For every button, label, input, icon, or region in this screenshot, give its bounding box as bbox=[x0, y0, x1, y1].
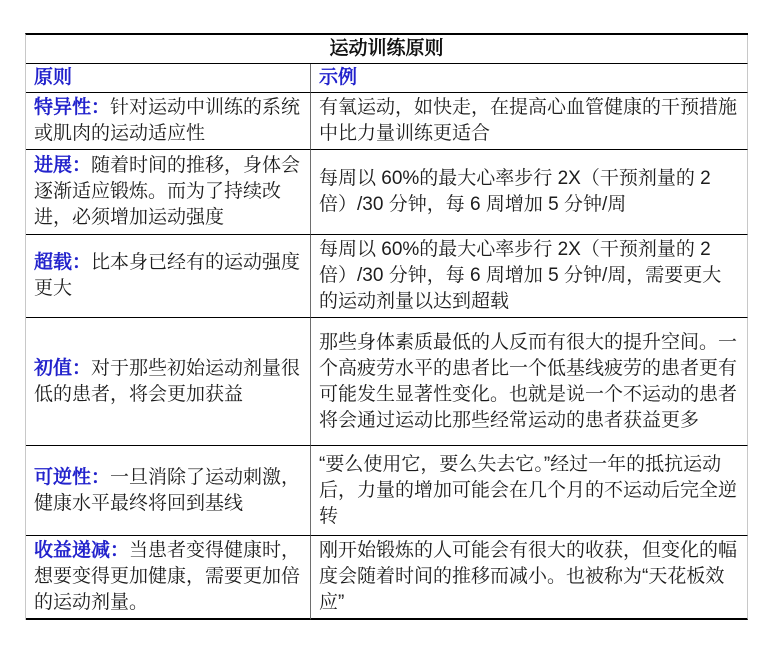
table-row bbox=[26, 318, 748, 446]
example-cell bbox=[311, 93, 748, 150]
principle-description: 当患者变得健康时，想要变得更加健康，需要更加倍的运动剂量。 bbox=[34, 540, 301, 613]
principle-cell bbox=[26, 446, 311, 536]
principle-description: 一旦消除了运动刺激，健康水平最终将回到基线 bbox=[34, 466, 301, 514]
principle-cell bbox=[26, 150, 311, 235]
example-cell bbox=[311, 235, 748, 318]
table-row bbox=[26, 150, 748, 235]
principle-term: 特异性： bbox=[34, 97, 111, 118]
principle-term: 可逆性： bbox=[34, 466, 111, 488]
principle-term: 初值： bbox=[34, 357, 92, 379]
principle-cell bbox=[26, 93, 311, 150]
table-row bbox=[26, 93, 748, 150]
example-text: 刚开始锻炼的人可能会有很大的收获，但变化的幅度会随着时间的推移而减小。也被称为“天花板效应” bbox=[319, 540, 738, 613]
principle-description: 针对运动中训练的系统或肌肉的运动适应性 bbox=[34, 97, 301, 144]
principle-description: 比本身已经有的运动强度更大 bbox=[34, 252, 301, 299]
table-row bbox=[26, 235, 748, 318]
example-text: 每周以 60%的最大心率步行 2X（干预剂量的 2 倍）/30 分钟，每 6 周增加 5 分钟/周，需要更大的运动剂量以达到超载 bbox=[319, 239, 722, 312]
principle-cell bbox=[26, 536, 311, 620]
example-cell bbox=[311, 536, 748, 620]
example-cell bbox=[311, 446, 748, 536]
principle-cell bbox=[26, 318, 311, 446]
exercise-training-principles-table bbox=[25, 33, 748, 620]
principle-description: 对于那些初始运动剂量很低的患者，将会更加获益 bbox=[34, 357, 301, 405]
example-cell bbox=[311, 318, 748, 446]
example-text: 有氧运动，如快走，在提高心血管健康的干预措施中比力量训练更适合 bbox=[319, 97, 738, 144]
principle-term: 收益递减： bbox=[34, 540, 130, 561]
table-header-row bbox=[26, 64, 748, 93]
table-body bbox=[26, 93, 748, 620]
table-row bbox=[26, 446, 748, 536]
column-header-principle: 原则 bbox=[26, 64, 311, 93]
table-title: 运动训练原则 bbox=[26, 35, 748, 64]
principle-description: 随着时间的推移，身体会逐渐适应锻炼。而为了持续改进，必须增加运动强度 bbox=[34, 155, 301, 228]
principle-term: 进展： bbox=[34, 155, 92, 176]
example-text: 每周以 60%的最大心率步行 2X（干预剂量的 2 倍）/30 分钟，每 6 周增加 5 分钟/周 bbox=[319, 168, 711, 215]
principle-term: 超载： bbox=[34, 252, 92, 273]
principle-cell bbox=[26, 235, 311, 318]
column-header-example: 示例 bbox=[311, 64, 748, 93]
example-text: 那些身体素质最低的人反而有很大的提升空间。一个高疲劳水平的患者比一个低基线疲劳的患者更有可能发生显著性变化。也就是说一个不运动的患者将会通过运动比那些经常运动的患者获益更多 bbox=[319, 331, 738, 431]
table-row bbox=[26, 536, 748, 620]
example-text: “要么使用它，要么失去它。”经过一年的抵抗运动后，力量的增加可能会在几个月的不运动后完全逆转 bbox=[319, 453, 738, 527]
example-cell bbox=[311, 150, 748, 235]
table-title-row bbox=[26, 35, 748, 64]
